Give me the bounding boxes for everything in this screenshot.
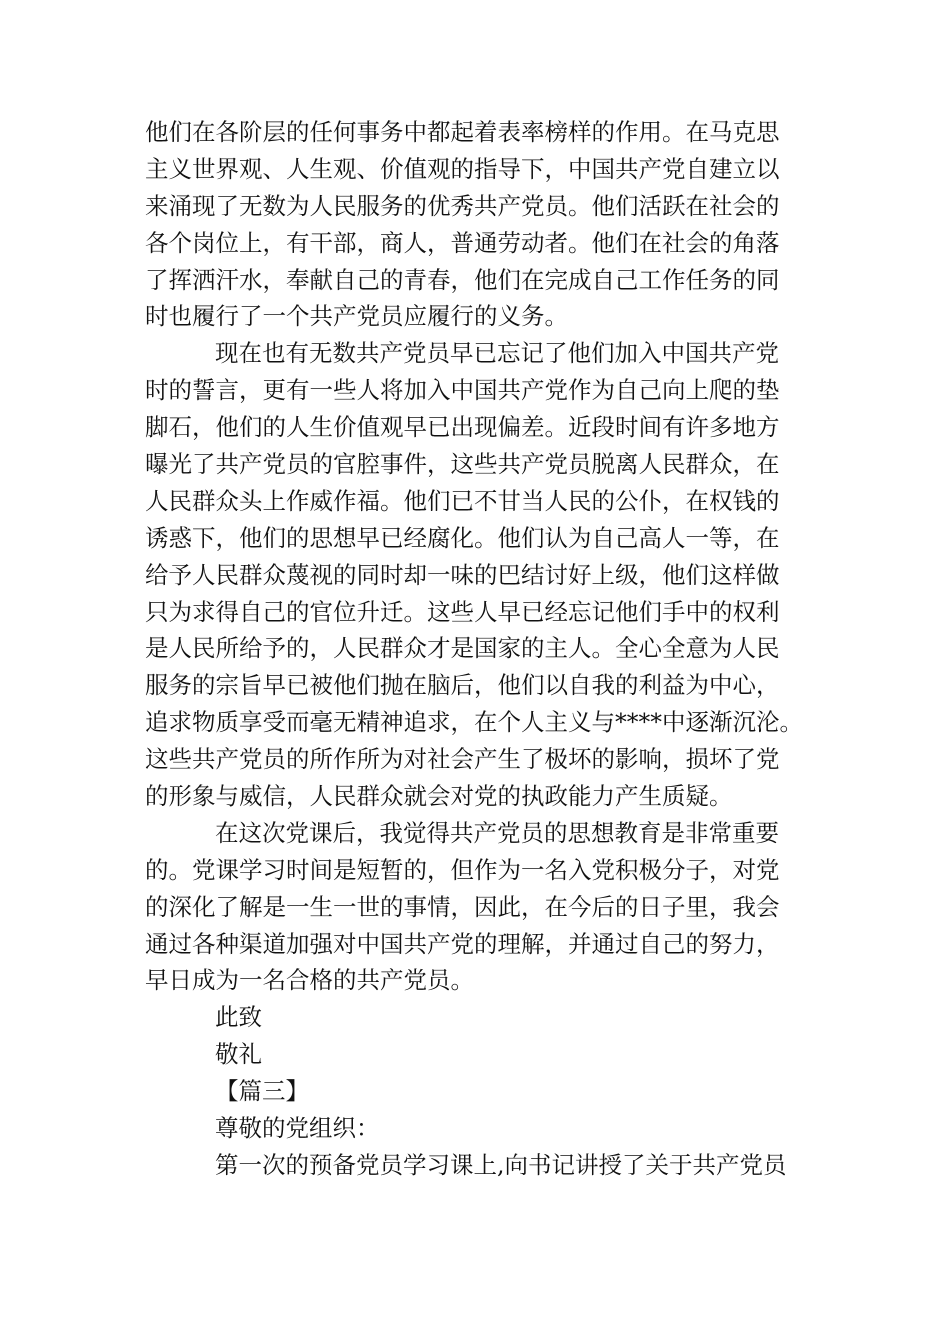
text-line: 是人民所给予的，人民群众才是国家的主人。全心全意为人民 (145, 634, 780, 663)
text-line: 现在也有无数共产党员早已忘记了他们加入中国共产党 (215, 339, 779, 368)
text-line: 各个岗位上，有干部，商人，普通劳动者。他们在社会的角落 (145, 228, 780, 257)
text-line: 的深化了解是一生一世的事情，因此，在今后的日子里，我会 (145, 892, 780, 921)
paragraph (145, 1036, 805, 1073)
paragraph (145, 815, 805, 999)
text-line: 【篇三】 (215, 1077, 309, 1106)
text-line: 通过各种渠道加强对中国共产党的理解，并通过自己的努力， (145, 929, 780, 958)
paragraph (145, 999, 805, 1036)
text-line: 第一次的预备党员学习课上,向书记讲授了关于共产党员 (215, 1150, 787, 1179)
document-body (145, 114, 805, 1184)
text-line: 的。党课学习时间是短暂的，但作为一名入党积极分子，对党 (145, 855, 780, 884)
text-line: 此致 (215, 1003, 262, 1032)
text-line: 尊敬的党组织： (215, 1114, 380, 1143)
text-line: 时也履行了一个共产党员应履行的义务。 (145, 302, 568, 331)
text-line: 脚石，他们的人生价值观早已出现偏差。近段时间有许多地方 (145, 413, 780, 442)
text-line: 了挥洒汗水，奉献自己的青春，他们在完成自己工作任务的同 (145, 265, 780, 294)
text-line: 人民群众头上作威作福。他们已不甘当人民的公仆，在权钱的 (145, 486, 780, 515)
text-line: 来涌现了无数为人民服务的优秀共产党员。他们活跃在社会的 (145, 191, 780, 220)
text-line: 这些共产党员的所作所为对社会产生了极坏的影响，损坏了党 (145, 745, 780, 774)
paragraph (145, 1073, 805, 1110)
text-line: 敬礼 (215, 1040, 262, 1069)
paragraph (145, 1147, 805, 1184)
text-line: 诱惑下，他们的思想早已经腐化。他们认为自己高人一等，在 (145, 523, 780, 552)
text-line: 曝光了共产党员的官腔事件，这些共产党员脱离人民群众，在 (145, 450, 780, 479)
paragraph (145, 114, 805, 335)
text-line: 时的誓言，更有一些人将加入中国共产党作为自己向上爬的垫 (145, 376, 780, 405)
text-line: 追求物质享受而毫无精神追求，在个人主义与****中逐渐沉沦。 (145, 708, 803, 737)
text-line: 他们在各阶层的任何事务中都起着表率榜样的作用。在马克思 (145, 118, 780, 146)
text-line: 的形象与威信，人民群众就会对党的执政能力产生质疑。 (145, 782, 733, 811)
paragraph (145, 335, 805, 815)
text-line: 服务的宗旨早已被他们抛在脑后，他们以自我的利益为中心， (145, 671, 780, 700)
text-line: 主义世界观、人生观、价值观的指导下，中国共产党自建立以 (145, 154, 780, 183)
paragraph (145, 1110, 805, 1147)
text-line: 给予人民群众蔑视的同时却一味的巴结讨好上级，他们这样做 (145, 560, 780, 589)
text-line: 在这次党课后，我觉得共产党员的思想教育是非常重要 (215, 818, 779, 847)
text-line: 早日成为一名合格的共产党员。 (145, 966, 474, 995)
text-line: 只为求得自己的官位升迁。这些人早已经忘记他们手中的权利 (145, 597, 780, 626)
